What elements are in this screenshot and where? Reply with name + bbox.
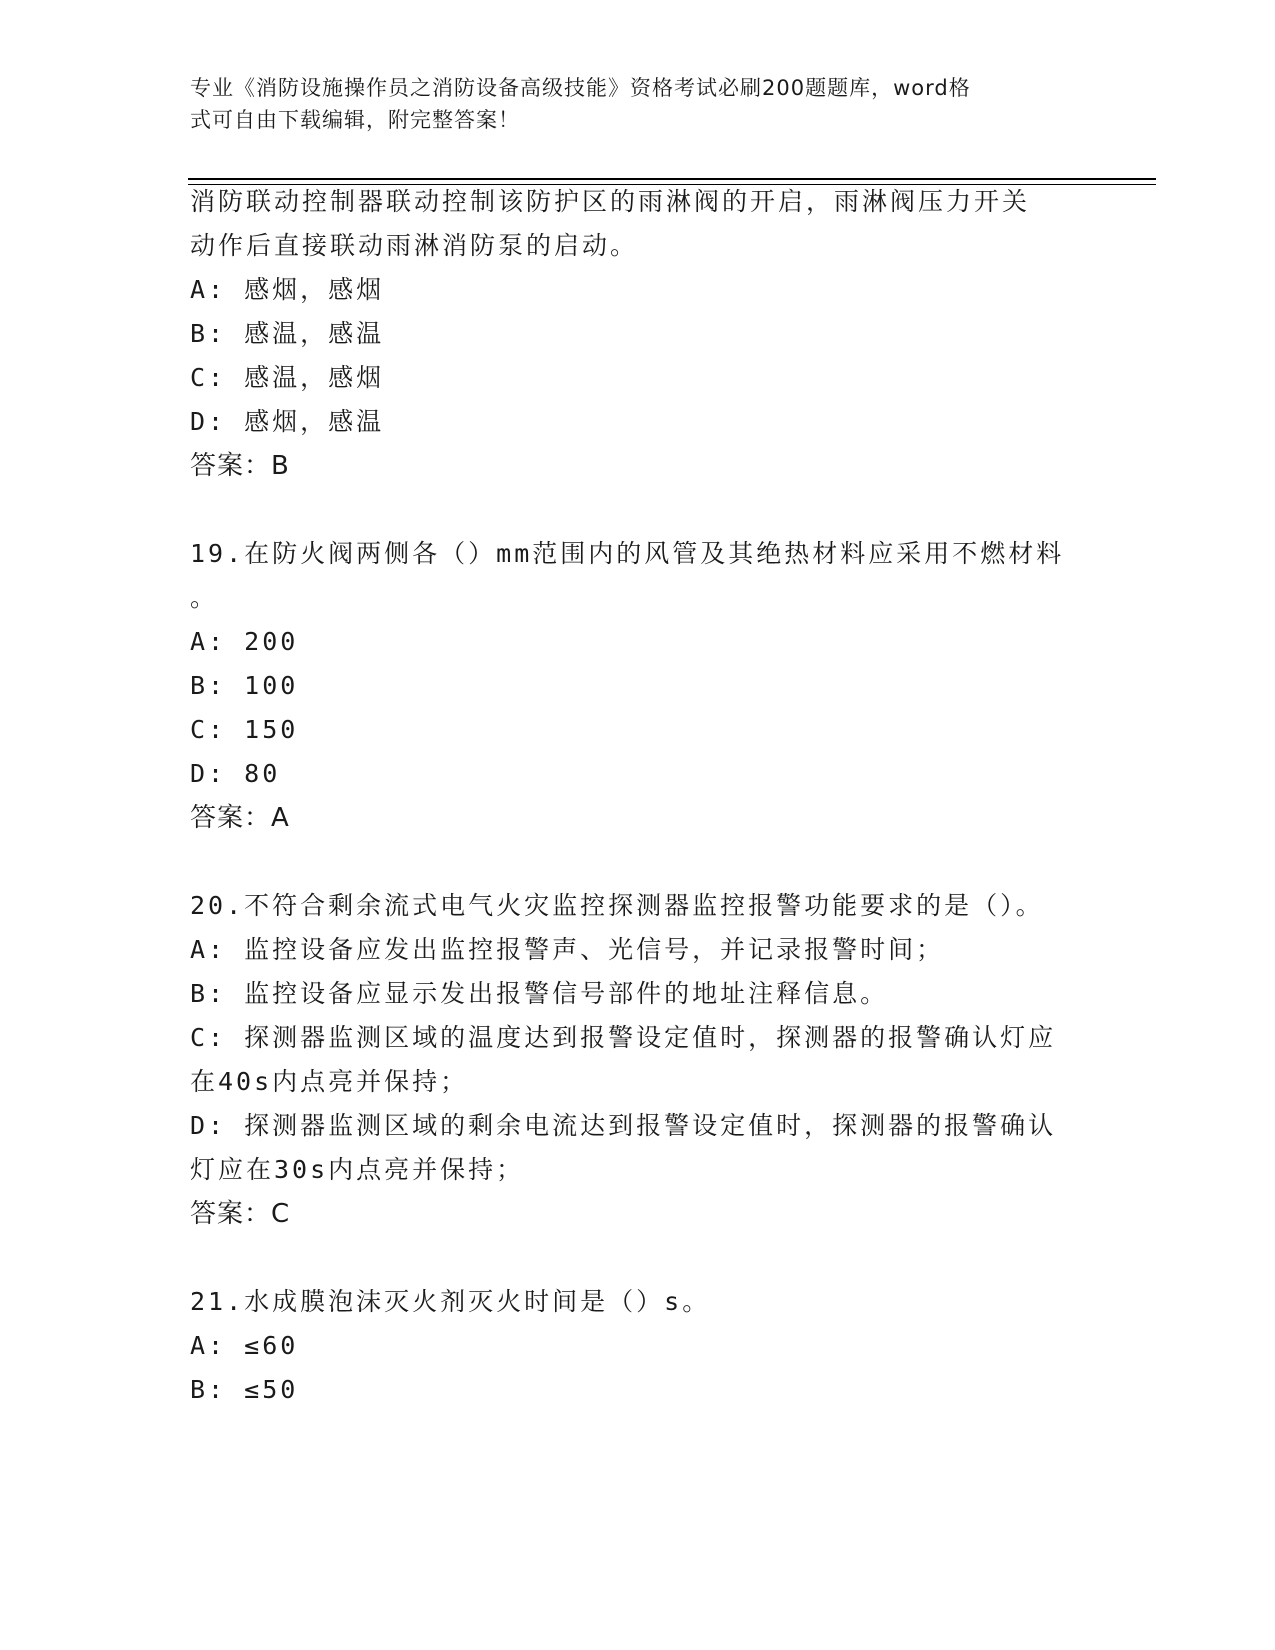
q20-option-c: C: 探测器监测区域的温度达到报警设定值时，探测器的报警确认灯应 bbox=[190, 1023, 1057, 1052]
header-line-2: 式可自由下载编辑，附完整答案！ bbox=[190, 108, 520, 132]
q20-option-d-continued: 灯应在30s内点亮并保持； bbox=[190, 1155, 525, 1184]
q18-option-d: D: 感烟，感温 bbox=[190, 407, 385, 436]
q20-stem-line-1: 20.不符合剩余流式电气火灾监控探测器监控报警功能要求的是（）。 bbox=[190, 891, 1044, 920]
q19-option-b: B: 100 bbox=[190, 671, 299, 700]
document-header bbox=[190, 72, 1090, 136]
q19-stem-line-1: 19.在防火阀两侧各（）mm范围内的风管及其绝热材料应采用不燃材料 bbox=[190, 539, 1065, 568]
q20-option-d: D: 探测器监测区域的剩余电流达到报警设定值时，探测器的报警确认 bbox=[190, 1111, 1057, 1140]
q21-option-b: B: ≤50 bbox=[190, 1375, 299, 1404]
q19-option-a: A: 200 bbox=[190, 627, 299, 656]
q20-option-b: B: 监控设备应显示发出报警信号部件的地址注释信息。 bbox=[190, 979, 889, 1008]
q18-answer: 答案：B bbox=[190, 451, 290, 481]
header-line-1: 专业《消防设施操作员之消防设备高级技能》资格考试必刷200题题库，word格 bbox=[190, 76, 971, 100]
q20-answer: 答案：C bbox=[190, 1199, 291, 1229]
q19-option-c: C: 150 bbox=[190, 715, 299, 744]
q18-stem-line-2: 动作后直接联动雨淋消防泵的启动。 bbox=[190, 231, 639, 260]
q21-stem-line-1: 21.水成膜泡沫灭火剂灭火时间是（）s。 bbox=[190, 1287, 711, 1316]
q18-option-c: C: 感温，感烟 bbox=[190, 363, 385, 392]
q20-option-c-continued: 在40s内点亮并保持； bbox=[190, 1067, 469, 1096]
q18-stem-line-1: 消防联动控制器联动控制该防护区的雨淋阀的开启，雨淋阀压力开关 bbox=[190, 187, 1031, 216]
q21-option-a: A: ≤60 bbox=[190, 1331, 299, 1360]
q19-answer: 答案：A bbox=[190, 803, 290, 833]
q20-option-a: A: 监控设备应发出监控报警声、光信号，并记录报警时间； bbox=[190, 935, 945, 964]
q19-stem-line-2: 。 bbox=[190, 583, 219, 612]
header-divider-thin bbox=[188, 184, 1156, 185]
q19-option-d: D: 80 bbox=[190, 759, 281, 788]
q18-option-b: B: 感温，感温 bbox=[190, 319, 385, 348]
header-divider-thick bbox=[188, 178, 1156, 180]
q18-option-a: A: 感烟，感烟 bbox=[190, 275, 385, 304]
